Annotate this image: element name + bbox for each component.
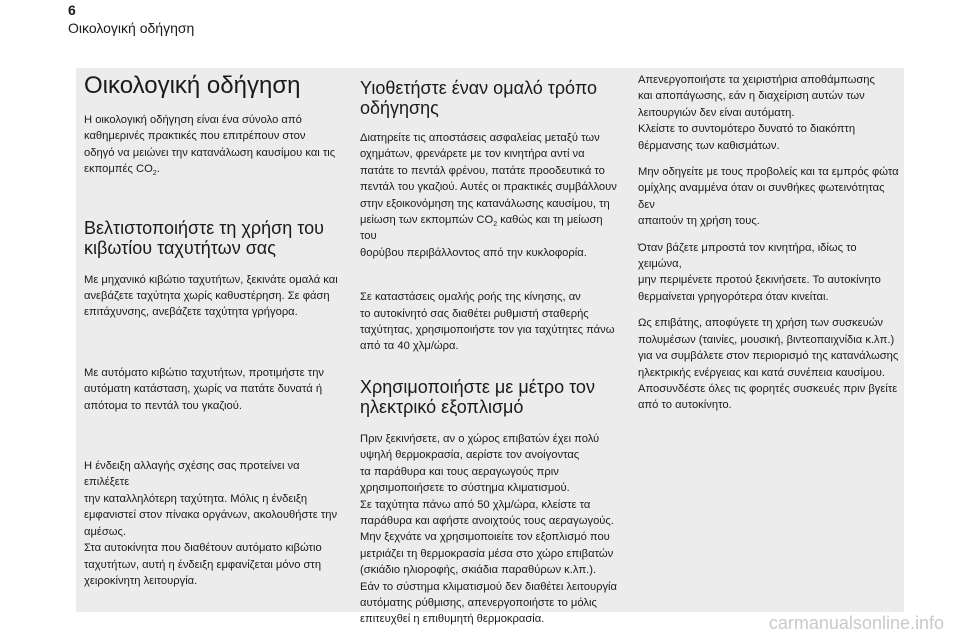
gearbox-heading: Βελτιστοποιήστε τη χρήση του κιβωτίου ταχυτήτων σας (84, 217, 324, 258)
column-1 (84, 68, 346, 589)
cruise-control-paragraph: Σε καταστάσεις ομαλής ροής της κίνησης, αν το αυτοκίνητό σας διαθέτει ρυθμιστή σταθερής ταχύτητας, χρησιμοποιήστε τον για ταχύτητες πάνω από τα 40 χλμ/ώρα. (360, 291, 615, 353)
co2-subscript: 2 (152, 170, 157, 178)
smooth-driving-text: Διατηρείτε τις αποστάσεις ασφαλείας μεταξύ των οχημάτων, φρενάρετε με τον κινητήρα αντί να πατάτε το πεντάλ φρένου, πατάτε προοδευτικά το πεντάλ του γκαζιού. Αυτές οι πρακτικές συμβάλλουν στην εξοικονόμηση της κατανάλωσης καυσίμου, τη μείωση των εκπομπών CO (360, 132, 617, 227)
intro-paragraph (84, 112, 346, 178)
smooth-driving-paragraph (360, 130, 622, 261)
column-2 (360, 68, 622, 628)
gear-indicator-paragraph: Η ένδειξη αλλαγής σχέσης σας προτείνει να επιλέξετε την καταλληλότερη ταχύτητα. Μόλις η ένδειξη εμφανιστεί στον πίνακα οργάνων, ακολουθήστε την αμέσως. Στα αυτοκίνητα που διαθέτουν αυτόματο κιβώτιο ταχυτήτων, αυτή η ένδειξη εμφανίζεται μόνο στη χειροκίνητη λειτουργία. (84, 460, 338, 587)
intro-text: Η οικολογική οδήγηση είναι ένα σύνολο από καθημερινές πρακτικές που επιτρέπουν στον οδηγό να μειώνει την κατανάλωση καυσίμου και τις εκπομπές CO (84, 114, 336, 176)
page-header (68, 2, 194, 37)
electrical-equipment-heading: Χρησιμοποιήστε με μέτρο τον ηλεκτρικό εξοπλισμό (360, 376, 595, 417)
demisting-paragraph: Απενεργοποιήστε τα χειριστήρια αποθάμπωσης και αποπάγωσης, εάν η διαχείριση αυτών των λειτουργιών δεν είναι αυτόματη. Κλείστε το συντομότερο δυνατό το διακόπτη θέρμανσης των καθισμάτων. (638, 74, 875, 152)
intro-end: . (156, 163, 160, 176)
main-title: Οικολογική οδήγηση (84, 72, 301, 99)
engine-start-paragraph: Όταν βάζετε μπροστά τον κινητήρα, ιδίως το χειμώνα, μην περιμένετε προτού ξεκινήσετε. Το αυτοκίνητο θερμαίνεται γρηγορότερα όταν κινείται. (638, 241, 881, 303)
manual-gearbox-paragraph: Με μηχανικό κιβώτιο ταχυτήτων, ξεκινάτε ομαλά και ανεβάζετε ταχύτητα χωρίς καθυστέρηση. Σε φάση επιτάχυνσης, ανεβάζετε ταχύτητα γρήγορα. (84, 273, 338, 319)
automatic-gearbox-paragraph: Με αυτόματο κιβώτιο ταχυτήτων, προτιμήστε την αυτόματη κατάσταση, χωρίς να πατάτε δυνατά ή απότομα το πεντάλ του γκαζιού. (84, 366, 325, 412)
co2-subscript: 2 (493, 221, 498, 229)
section-title: Οικολογική οδήγηση (68, 20, 195, 36)
air-conditioning-paragraph: Πριν ξεκινήσετε, αν ο χώρος επιβατών έχει πολύ υψηλή θερμοκρασία, αερίστε τον ανοίγοντας τα παράθυρα και τους αεραγωγούς πριν χρησιμοποιήσετε το σύστημα κλιματισμού. Σε ταχύτητα πάνω από 50 χλμ/ώρα, κλείστε τα παράθυρα και αφήστε ανοιχτούς τους αεραγωγούς. Μην ξεχνάτε να χρησιμοποιείτε τον εξοπλισμό που μετριάζει τη θερμοκρασία μέσα στο χώρο επιβατών (σκιάδιο ηλιοροφής, σκιάδια παραθύρων κ.λπ.). Εάν το σύστημα κλιματισμού δεν διαθέτει λειτουργία αυτόματης ρύθμισης, απενεργοποιήστε το μόλις επιτευχθεί η επιθυμητή θερμοκρασία. (360, 432, 617, 626)
column-3 (638, 68, 900, 414)
smooth-driving-end: καθώς και τη μείωση του θορύβου περιβάλλοντος από την κυκλοφορία. (360, 214, 603, 259)
watermark: carmanualsonline.info (768, 613, 944, 633)
page-number: 6 (68, 2, 76, 18)
headlamps-paragraph: Μην οδηγείτε με τους προβολείς και τα εμπρός φώτα ομίχλης αναμμένα όταν οι συνθήκες φωτεινότητας δεν απαιτούν τη χρήση τους. (638, 166, 899, 228)
smooth-driving-heading: Υιοθετήστε έναν ομαλό τρόπο οδήγησης (360, 78, 597, 118)
multimedia-paragraph: Ως επιβάτης, αποφύγετε τη χρήση των συσκευών πολυμέσων (ταινίες, μουσική, βιντεοπαιχνίδια κ.λπ.) για να συμβάλετε στον περιορισμό της κατανάλωσης ηλεκτρικής ενέργειας και κατά συνέπεια καυσίμου. Αποσυνδέστε όλες τις φορητές συσκευές πριν βγείτε από το αυτοκίνητο. (638, 317, 899, 412)
